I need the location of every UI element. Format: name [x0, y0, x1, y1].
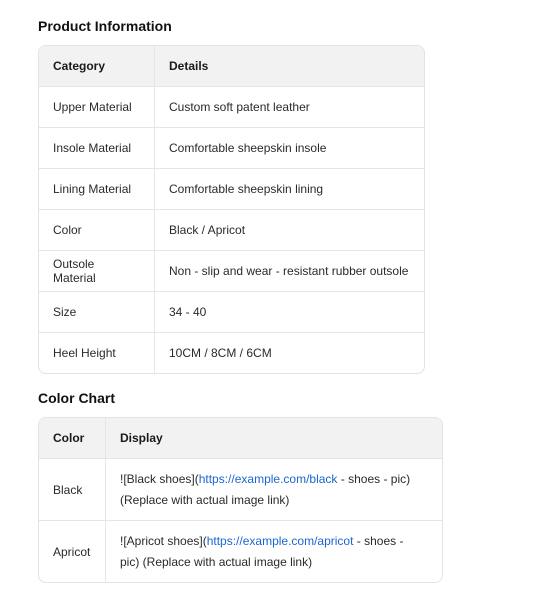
category-cell: Upper Material — [39, 87, 155, 127]
table-row — [39, 127, 424, 168]
image-link[interactable]: https://example.com/black — [198, 471, 338, 486]
category-cell: Color — [39, 210, 155, 250]
markdown-suffix: - shoes - pic) (Replace with actual image link) — [120, 533, 404, 569]
details-cell: Non - slip and wear - resistant rubber outsole — [169, 264, 409, 278]
category-cell: Lining Material — [39, 169, 155, 209]
table-row — [39, 458, 442, 520]
markdown-prefix: ![Black shoes]( — [120, 471, 199, 486]
details-cell: Comfortable sheepskin insole — [169, 141, 327, 155]
table-header-row — [39, 418, 442, 458]
color-chart-heading: Color Chart — [38, 390, 115, 406]
markdown-prefix: ![Apricot shoes]( — [120, 533, 207, 548]
product-information-table — [38, 45, 425, 374]
display-cell — [106, 459, 442, 520]
details-cell: 10CM / 8CM / 6CM — [169, 346, 272, 360]
category-cell: Heel Height — [39, 333, 155, 373]
table-row — [39, 209, 424, 250]
details-cell: 34 - 40 — [169, 305, 207, 319]
column-header-color: Color — [39, 418, 106, 458]
display-cell — [106, 521, 442, 582]
color-cell: Apricot — [39, 521, 106, 582]
table-row — [39, 332, 424, 373]
category-cell: Insole Material — [39, 128, 155, 168]
product-information-heading: Product Information — [38, 18, 172, 34]
table-row — [39, 520, 442, 582]
image-link[interactable]: https://example.com/apricot — [206, 533, 354, 548]
table-row — [39, 291, 424, 332]
details-cell: Comfortable sheepskin lining — [169, 182, 324, 196]
column-header-details: Details — [169, 59, 209, 73]
category-cell: Outsole Material — [39, 251, 155, 291]
table-row — [39, 250, 424, 291]
column-header-display: Display — [120, 430, 163, 445]
category-cell: Size — [39, 292, 155, 332]
color-cell: Black — [39, 459, 106, 520]
column-header-category: Category — [39, 46, 155, 86]
details-cell: Custom soft patent leather — [169, 100, 310, 114]
color-chart-table — [38, 417, 443, 583]
details-cell: Black / Apricot — [169, 223, 246, 237]
markdown-suffix: - shoes - pic) (Replace with actual image link) — [120, 471, 411, 507]
table-header-row — [39, 46, 424, 86]
table-row — [39, 86, 424, 127]
table-row — [39, 168, 424, 209]
